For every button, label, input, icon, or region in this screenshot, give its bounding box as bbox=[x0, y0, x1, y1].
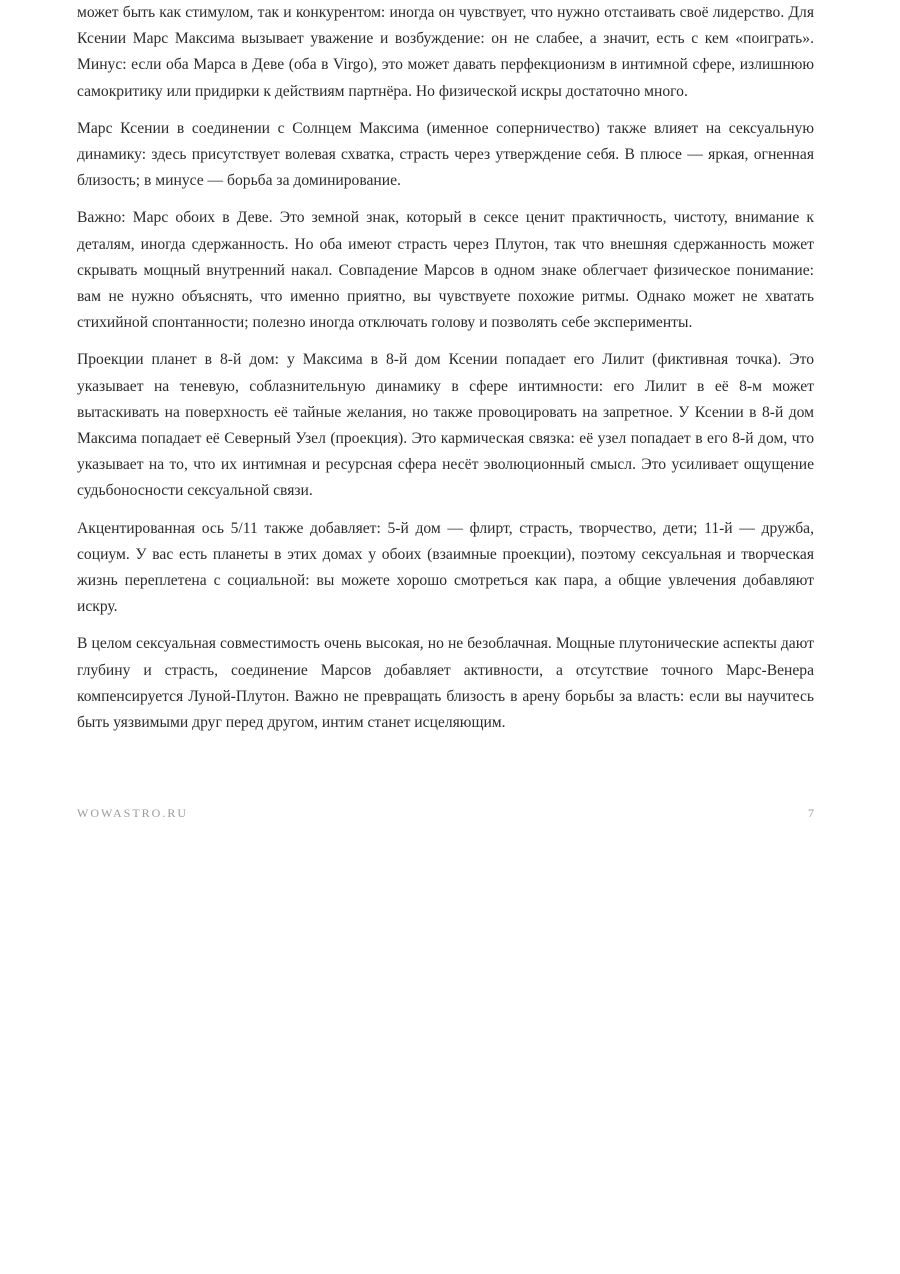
footer-site-name: WOWASTRO.RU bbox=[77, 806, 188, 820]
paragraph: Марс Ксении в соединении с Солнцем Максима (именное соперничество) также влияет на сексуальную динамику: здесь присутствует волевая схватка, страсть через утверждение себя. В плюсе — яркая, огненная близость; в минусе — борьба за доминирование. bbox=[77, 119, 814, 190]
document-body bbox=[77, 0, 814, 736]
paragraph: Важно: Марс обоих в Деве. Это земной знак, который в сексе ценит практичность, чистоту, внимание к деталям, иногда сдержанность. Но оба имеют страсть через Плутон, так что внешняя сдержанность может скрывать мощный внутренний накал. Совпадение Марсов в одном знаке облегчает физическое понимание: вам не нужно объяснять, что именно приятно, вы чувствуете похожие ритмы. Однако может не хватать стихийной спонтанности; полезно иногда отключать голову и позволять себе эксперименты. bbox=[77, 209, 814, 332]
page-footer bbox=[77, 806, 814, 821]
paragraph: Проекции планет в 8-й дом: у Максима в 8-й дом Ксении попадает его Лилит (фиктивная точка). Это указывает на теневую, соблазнительную динамику в сфере интимности: его Лилит в её 8-м может вытаскивать на поверхность её тайные желания, но также провоцировать на запретное. У Ксении в 8-й дом Максима попадает её Северный Узел (проекция). Это кармическая связка: её узел попадает в его 8-й дом, что указывает на то, что их интимная и ресурсная сфера несёт эволюционный смысл. Это усиливает ощущение судьбоносности сексуальной связи. bbox=[77, 351, 814, 500]
paragraph: В целом сексуальная совместимость очень высокая, но не безоблачная. Мощные плутонические аспекты дают глубину и страсть, соединение Марсов добавляет активности, а отсутствие точного Марс-Венера компенсируется Луной-Плутон. Важно не превращать близость в арену борьбы за власть: если вы научитесь быть уязвимыми друг перед другом, интим станет исцеляющим. bbox=[77, 635, 814, 732]
page-number: 7 bbox=[808, 806, 814, 820]
document-page bbox=[77, 0, 814, 747]
paragraph: Акцентированная ось 5/11 также добавляет: 5-й дом — флирт, страсть, творчество, дети; 11-й — дружба, социум. У вас есть планеты в этих домах у обоих (взаимные проекции), поэтому сексуальная и творческая жизнь переплетена с социальной: вы можете хорошо смотреться как пара, а общие увлечения добавляют искру. bbox=[77, 519, 814, 616]
paragraph: может быть как стимулом, так и конкурентом: иногда он чувствует, что нужно отстаивать своё лидерство. Для Ксении Марс Максима вызывает уважение и возбуждение: он не слабее, а значит, есть с кем «поиграть». Минус: если оба Марса в Деве (оба в Virgo), это может давать перфекционизм в интимной сфере, излишнюю самокритику или придирки к действиям партнёра. Но физической искры достаточно много. bbox=[77, 4, 814, 100]
